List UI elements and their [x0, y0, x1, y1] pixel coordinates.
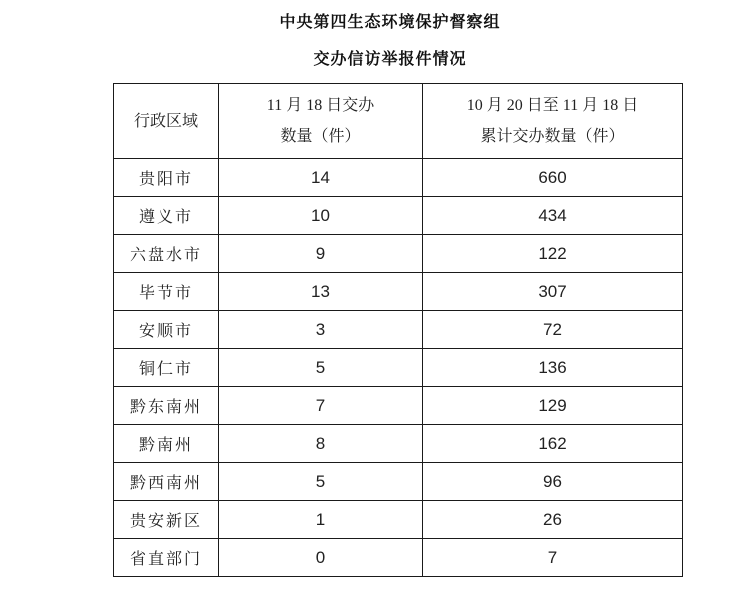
header-region: [114, 84, 219, 159]
region-cell: 贵阳市: [114, 159, 219, 197]
cumulative-count-cell: 162: [423, 425, 683, 463]
cumulative-count-cell: 96: [423, 463, 683, 501]
table-row: [114, 235, 683, 273]
daily-count-cell: 7: [219, 387, 423, 425]
daily-count-cell: 8: [219, 425, 423, 463]
region-cell: 铜仁市: [114, 349, 219, 387]
daily-count-cell: 1: [219, 501, 423, 539]
region-cell: 毕节市: [114, 273, 219, 311]
header-cumulative-line1: 10 月 20 日至 11 月 18 日: [466, 97, 639, 114]
region-cell: 安顺市: [114, 311, 219, 349]
daily-count-cell: 5: [219, 463, 423, 501]
daily-count-cell: 13: [219, 273, 423, 311]
table-row: [114, 273, 683, 311]
title-line-1: 中央第四生态环境保护督察组: [279, 14, 501, 31]
region-cell: 遵义市: [114, 197, 219, 235]
cumulative-count-cell: 660: [423, 159, 683, 197]
region-cell: 省直部门: [114, 539, 219, 577]
header-row: [114, 84, 683, 159]
table-row: [114, 387, 683, 425]
header-daily-count: [219, 84, 423, 159]
header-cumulative-line2: 累计交办数量（件）: [480, 128, 625, 145]
daily-count-cell: 14: [219, 159, 423, 197]
daily-count-cell: 9: [219, 235, 423, 273]
daily-count-cell: 10: [219, 197, 423, 235]
table-row: [114, 425, 683, 463]
title-line-2: 交办信访举报件情况: [313, 51, 467, 68]
cumulative-count-cell: 136: [423, 349, 683, 387]
region-cell: 黔西南州: [114, 463, 219, 501]
region-cell: 六盘水市: [114, 235, 219, 273]
region-cell: 黔南州: [114, 425, 219, 463]
cumulative-count-cell: 434: [423, 197, 683, 235]
cumulative-count-cell: 7: [423, 539, 683, 577]
table-row: [114, 159, 683, 197]
table-row: [114, 501, 683, 539]
region-cell: 贵安新区: [114, 501, 219, 539]
cumulative-count-cell: 307: [423, 273, 683, 311]
document-title: [30, 12, 743, 71]
table-row: [114, 349, 683, 387]
header-daily-line2: 数量（件）: [280, 128, 361, 145]
daily-count-cell: 5: [219, 349, 423, 387]
daily-count-cell: 0: [219, 539, 423, 577]
header-daily-line1: 11 月 18 日交办: [266, 97, 375, 114]
daily-count-cell: 3: [219, 311, 423, 349]
report-table: [113, 83, 683, 577]
cumulative-count-cell: 26: [423, 501, 683, 539]
header-cumulative-count: [423, 84, 683, 159]
cumulative-count-cell: 72: [423, 311, 683, 349]
cumulative-count-cell: 122: [423, 235, 683, 273]
table-row: [114, 539, 683, 577]
cumulative-count-cell: 129: [423, 387, 683, 425]
region-cell: 黔东南州: [114, 387, 219, 425]
header-region-label: 行政区域: [133, 112, 198, 130]
table-row: [114, 311, 683, 349]
table-row: [114, 463, 683, 501]
table-row: [114, 197, 683, 235]
